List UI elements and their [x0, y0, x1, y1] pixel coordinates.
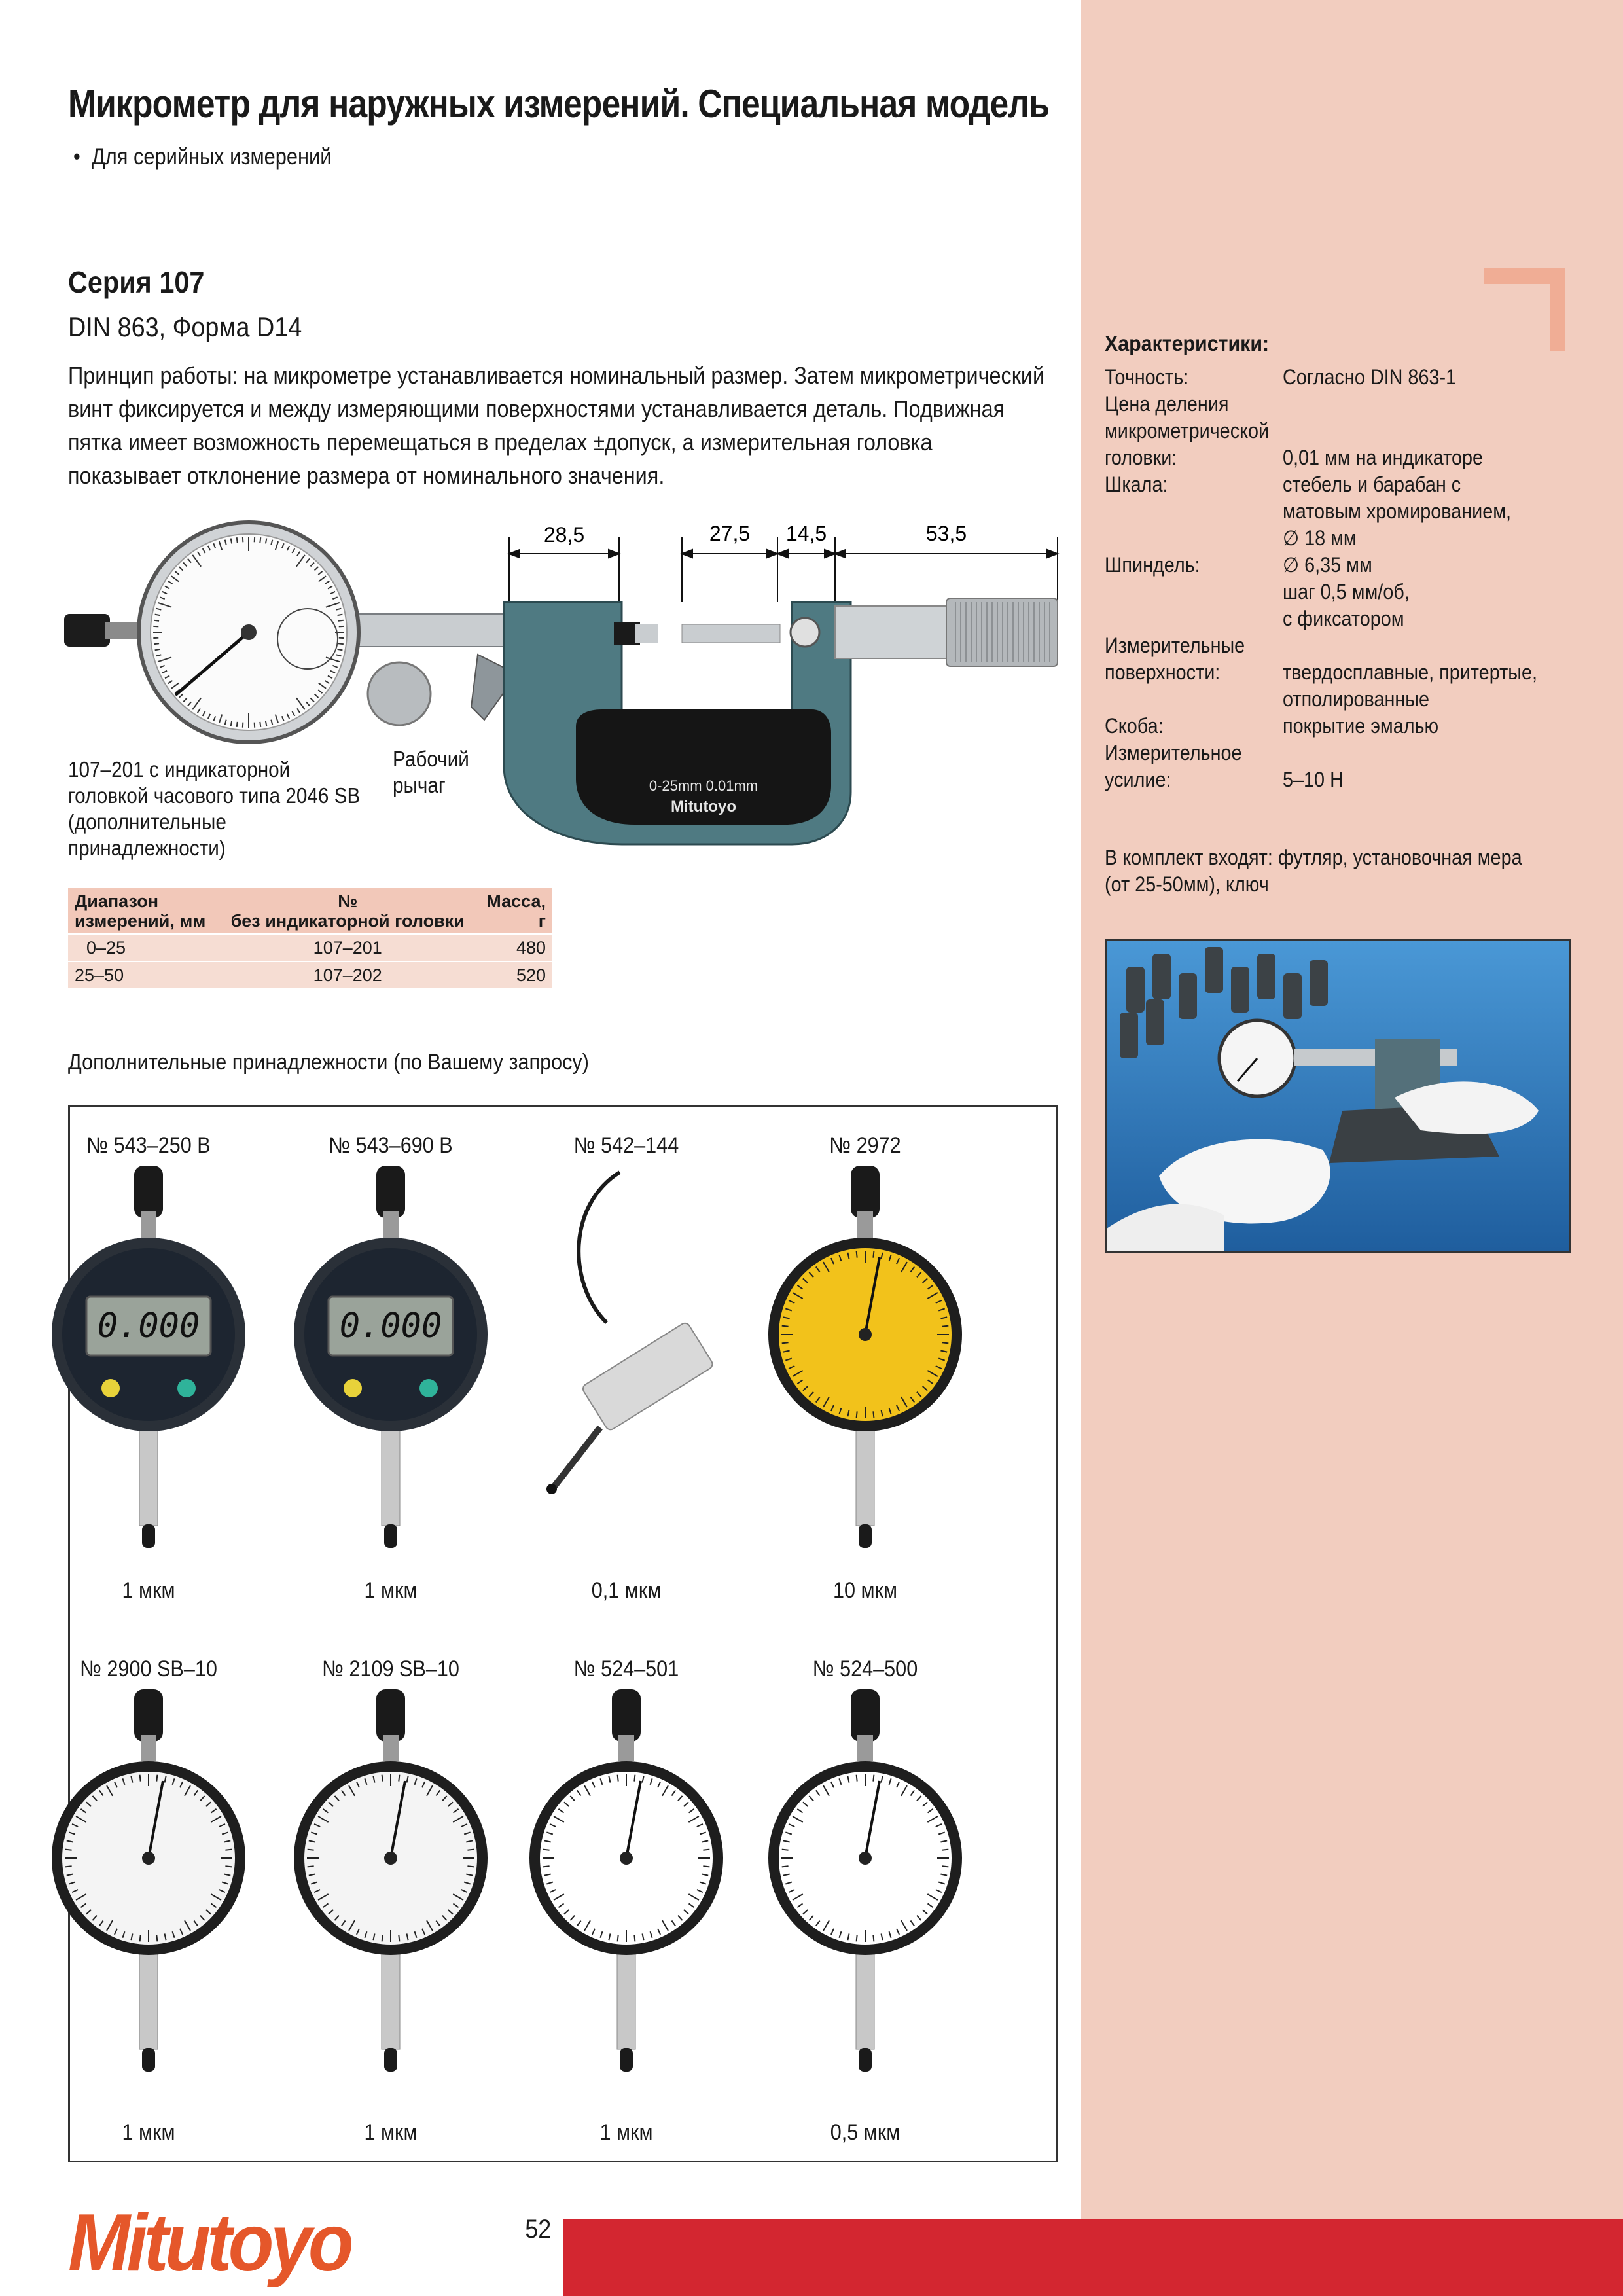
accessory-resolution: 10 мкм — [832, 1578, 897, 1603]
accessory-code: № 2109 SB–10 — [322, 1657, 459, 1681]
description-line: Принцип работы: на микрометре устанавливается номинальный размер. Затем микрометрический — [68, 362, 1045, 389]
bullet-item: • Для серийных измерений — [73, 144, 332, 170]
dimension-lines — [509, 537, 1058, 602]
svg-text:0.000: 0.000 — [97, 1306, 200, 1346]
characteristic-value-line — [1283, 632, 1537, 659]
characteristic-label-line: поверхности: — [1105, 660, 1221, 684]
caption-line: 107–201 с индикаторной — [68, 757, 291, 781]
table-header-cell: Масса, г — [476, 888, 552, 934]
accessory-resolution: 1 мкм — [364, 2120, 418, 2145]
characteristic-label — [1105, 713, 1164, 740]
clamp-screw — [368, 662, 431, 725]
page-number: 52 — [525, 2215, 552, 2244]
characteristic-value-line: отполированные — [1283, 687, 1430, 711]
characteristic-value-line: покрытие эмалью — [1283, 714, 1439, 738]
characteristic-value-line: стебель и барабан с — [1283, 473, 1461, 496]
characteristic-value-line — [1283, 391, 1483, 418]
characteristic-label-line: Точность: — [1105, 365, 1189, 389]
caption-line: Рабочий — [393, 747, 469, 771]
characteristic-value-line: матовым хромированием, — [1283, 499, 1512, 523]
bullet-text: Для серийных измерений — [91, 144, 332, 170]
table-header-cell: № без индикаторной головки — [219, 888, 476, 934]
characteristic-label — [1105, 471, 1168, 498]
standard-subheading: DIN 863, Форма D14 — [68, 312, 302, 342]
characteristic-label — [1105, 740, 1242, 793]
footer-bar — [563, 2219, 1623, 2296]
characteristic-value — [1283, 713, 1438, 740]
characteristic-label-line: Шкала: — [1105, 473, 1168, 496]
description-line: пятка имеет возможность перемещаться в пределах ±допуск, а измерительная головка — [68, 429, 933, 456]
accessory-code: № 524–500 — [812, 1657, 918, 1681]
characteristic-value-line: ∅ 6,35 мм — [1283, 553, 1372, 577]
figure-caption — [68, 757, 360, 861]
accessory-resolution: 1 мкм — [122, 1578, 175, 1603]
table-row — [68, 961, 552, 988]
characteristic-label-line: Шпиндель: — [1105, 553, 1200, 577]
model-table — [68, 888, 552, 988]
description — [68, 359, 1128, 492]
series-heading: Серия 107 — [68, 265, 205, 299]
lever-caption — [393, 746, 469, 798]
characteristic-label-line: головки: — [1105, 446, 1177, 469]
table-cell: 520 — [476, 961, 552, 988]
accessory-dial-icon — [293, 1689, 489, 2095]
characteristic-value-line: Согласно DIN 863-1 — [1283, 365, 1457, 389]
accessory-digital-icon — [293, 1166, 489, 1571]
characteristic-label-line: микрометрической — [1105, 419, 1270, 442]
characteristics-title: Характеристики: — [1105, 331, 1270, 355]
accessory-code: № 543–250 B — [86, 1133, 211, 1158]
accessory-dial-icon — [50, 1689, 247, 2095]
included-items — [1105, 844, 1522, 898]
characteristic-label — [1105, 552, 1200, 579]
characteristic-value-line: ∅ 18 мм — [1283, 526, 1357, 550]
characteristic-value — [1283, 552, 1410, 632]
dimension-label: 53,5 — [925, 522, 967, 545]
accessory-dial-icon — [767, 1166, 963, 1571]
dimension-label: 14,5 — [785, 522, 827, 545]
characteristic-value — [1283, 740, 1344, 793]
accessory-resolution: 1 мкм — [599, 2120, 653, 2145]
characteristic-value — [1283, 632, 1537, 713]
included-line: В комплект входят: футляр, установочная мера — [1105, 846, 1522, 869]
characteristic-value-line: твердосплавные, притертые, — [1283, 660, 1537, 684]
accessory-code: № 542–144 — [573, 1133, 679, 1158]
accessories-panel — [68, 1105, 1058, 2162]
characteristic-value-line: шаг 0,5 мм/об, — [1283, 580, 1410, 603]
accessory-dial-icon — [767, 1689, 963, 2095]
accessory-resolution: 1 мкм — [122, 2120, 175, 2145]
lock-knob — [791, 618, 819, 647]
characteristic-label-line: Измерительное — [1105, 741, 1242, 764]
characteristic-value-line: 5–10 Н — [1283, 768, 1344, 791]
accessory-resolution: 1 мкм — [364, 1578, 418, 1603]
characteristic-value-line: 0,01 мм на индикаторе — [1283, 446, 1483, 469]
characteristic-label-line: Скоба: — [1105, 714, 1164, 738]
table-row — [68, 934, 552, 961]
description-line: показывает отклонение размера от номинального значения. — [68, 462, 665, 489]
sleeve — [835, 606, 946, 658]
frame-marking: 0-25mm 0.01mm — [649, 778, 758, 794]
table-cell: 480 — [476, 934, 552, 961]
table-cell: 107–202 — [219, 961, 476, 988]
corner-mark-icon — [1484, 268, 1565, 351]
characteristic-label — [1105, 364, 1188, 391]
table-cell: 0–25 — [68, 934, 219, 961]
characteristic-label-line: усилие: — [1105, 768, 1171, 791]
accessory-resolution: 0,1 мкм — [591, 1578, 662, 1603]
characteristic-value-line: с фиксатором — [1283, 607, 1404, 630]
page-title: Микрометр для наружных измерений. Специальная модель — [68, 82, 1050, 126]
accessory-code: № 2900 SB–10 — [80, 1657, 217, 1681]
description-line: винт фиксируется и между измеряющими поверхностями устанавливается деталь. Подвижная — [68, 395, 1005, 422]
characteristic-label-line: Измерительные — [1105, 634, 1245, 657]
table-header-cell: Диапазон измерений, мм — [68, 888, 219, 934]
dimension-label: 28,5 — [543, 523, 585, 547]
frame-brand: Mitutoyo — [671, 798, 736, 816]
caption-line: головкой часового типа 2046 SB — [68, 783, 361, 808]
accessory-resolution: 0,5 мкм — [830, 2120, 901, 2145]
characteristic-value — [1283, 364, 1456, 391]
characteristic-label-line: Цена деления — [1105, 392, 1229, 416]
characteristic-value — [1283, 471, 1511, 552]
accessory-digital-icon — [50, 1166, 247, 1571]
characteristic-label — [1105, 391, 1269, 471]
characteristic-value — [1283, 391, 1483, 471]
usage-photo — [1105, 939, 1571, 1253]
caption-line: (дополнительные — [68, 810, 226, 834]
characteristic-value-line — [1283, 418, 1483, 444]
brand-logo: Mitutoyo — [68, 2198, 351, 2288]
accessories-title: Дополнительные принадлежности (по Вашему запросу) — [68, 1050, 589, 1075]
accessory-code: № 524–501 — [573, 1657, 679, 1681]
included-line: (от 25-50мм), ключ — [1105, 872, 1269, 896]
caption-line: рычаг — [393, 773, 446, 797]
table-header-row — [68, 888, 552, 934]
dimension-label: 27,5 — [709, 522, 751, 545]
accessory-code: № 2972 — [829, 1133, 901, 1158]
accessory-code: № 543–690 B — [329, 1133, 453, 1158]
table-cell: 107–201 — [219, 934, 476, 961]
accessory-probe-icon — [528, 1166, 724, 1571]
caption-line: принадлежности) — [68, 836, 226, 860]
indicator-knob — [64, 614, 110, 647]
table-cell: 25–50 — [68, 961, 219, 988]
svg-text:0.000: 0.000 — [339, 1306, 442, 1346]
characteristic-label — [1105, 632, 1245, 686]
accessory-dial-icon — [528, 1689, 724, 2095]
photo-illustration — [1107, 941, 1569, 1251]
characteristic-value-line — [1283, 740, 1344, 766]
